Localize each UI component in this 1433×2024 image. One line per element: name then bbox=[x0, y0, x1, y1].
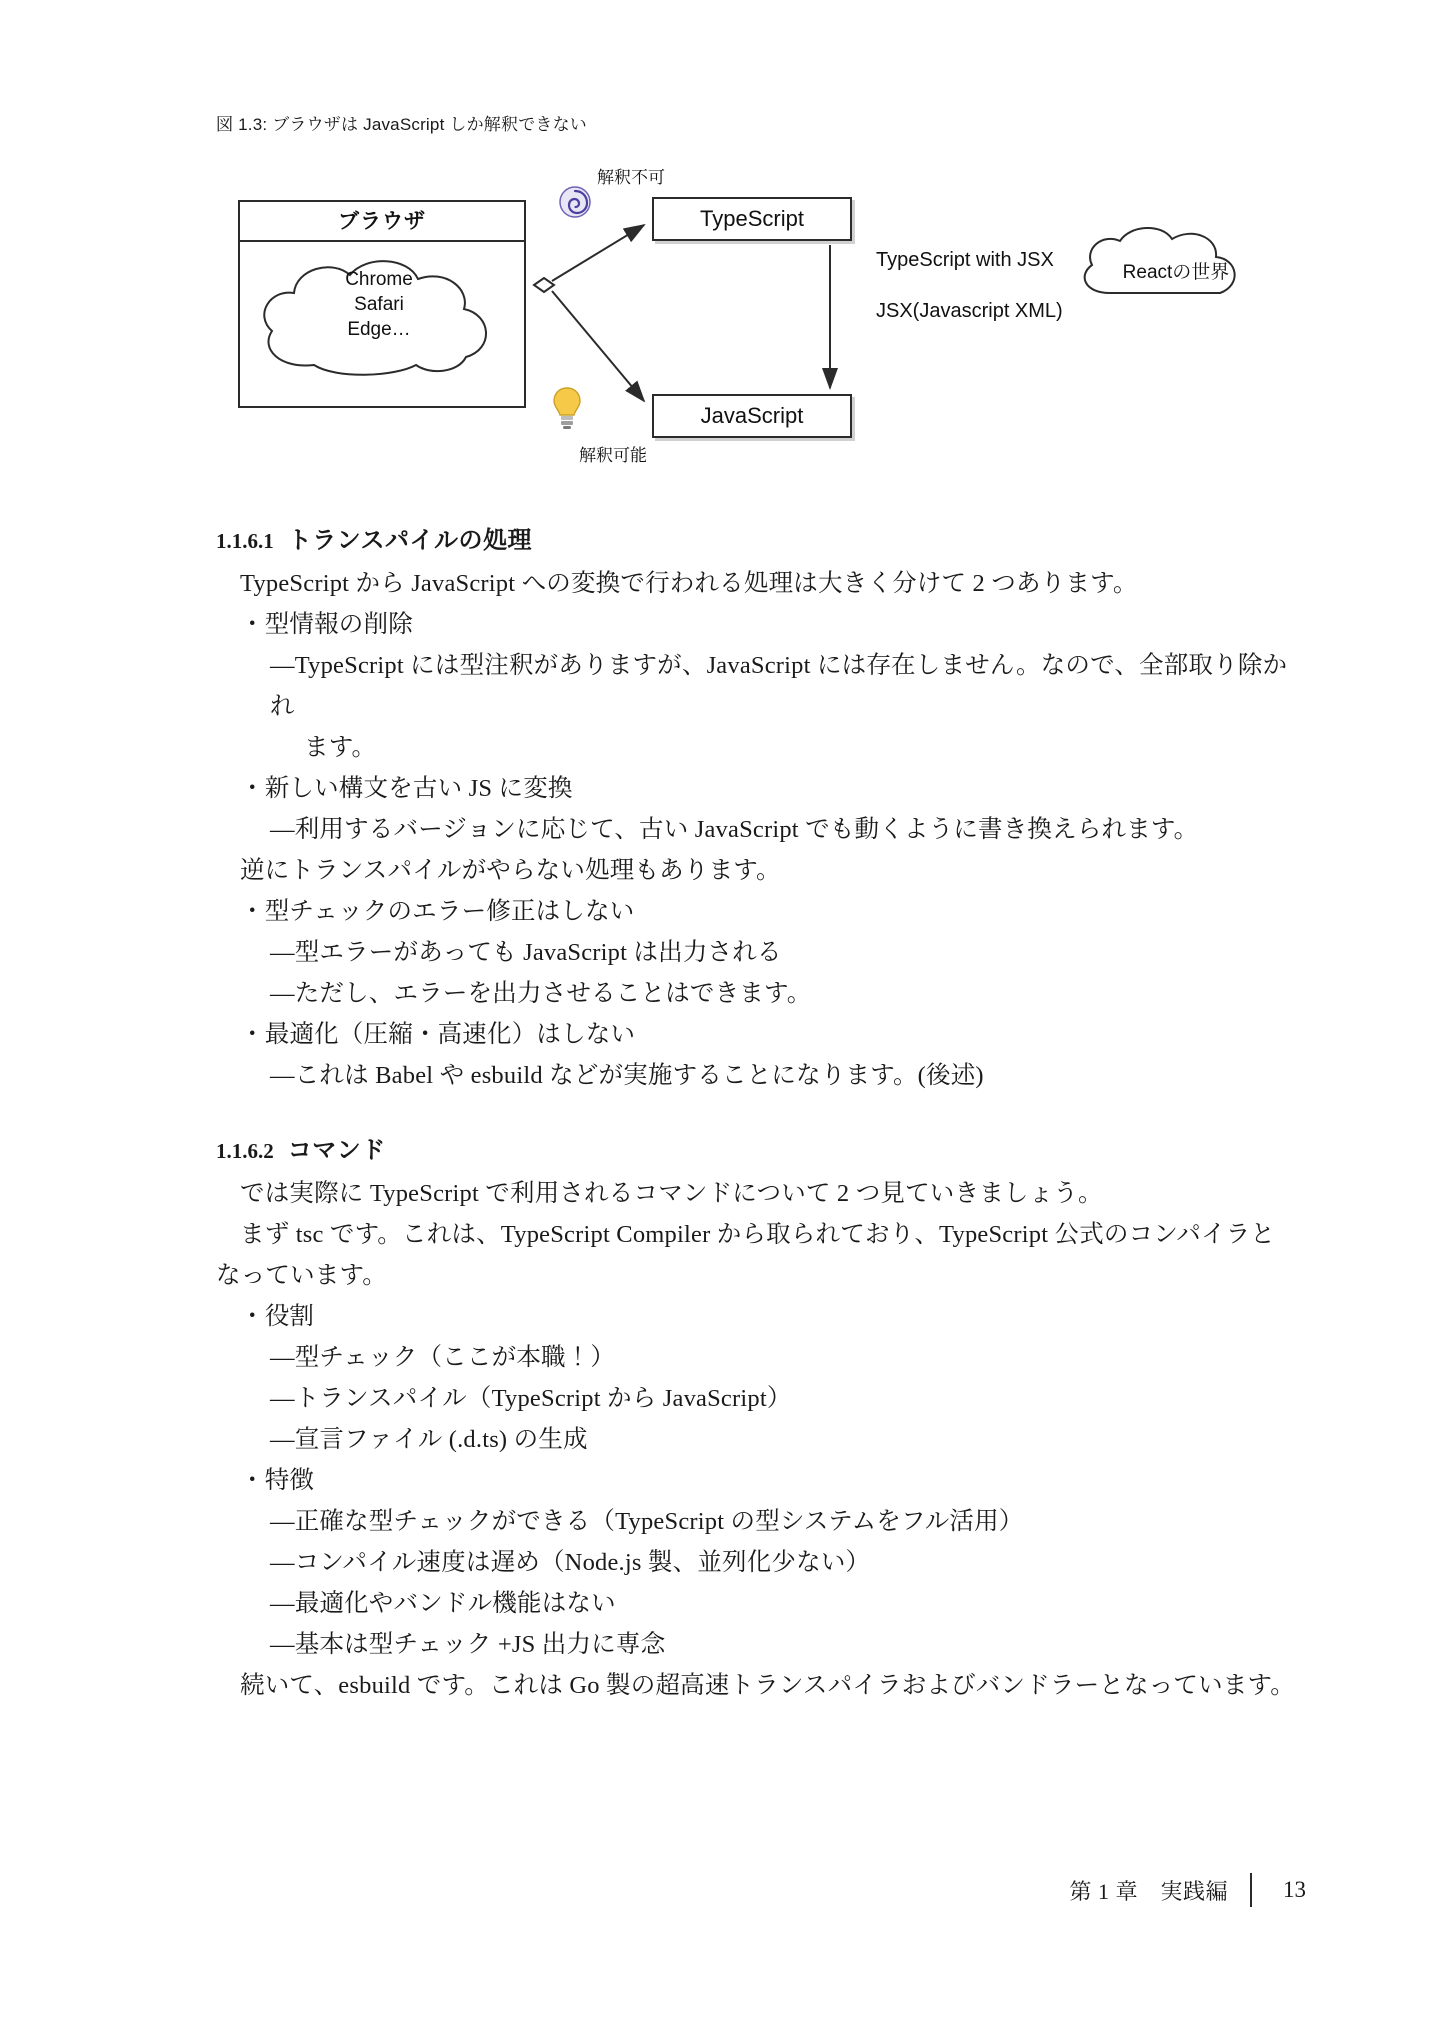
bullet-item: ・型チェックのエラー修正はしない bbox=[240, 898, 635, 925]
section-heading-1 bbox=[216, 520, 1306, 555]
figure-diagram bbox=[216, 145, 1306, 465]
section-number-2: 1.1.6.2 bbox=[216, 1139, 274, 1163]
browser-cloud-line-2: Safari bbox=[354, 294, 404, 315]
paragraph bbox=[216, 1214, 1306, 1255]
sub-item: —正確な型チェックができる（TypeScript の型システムをフル活用） bbox=[270, 1508, 1024, 1535]
node-javascript: JavaScript bbox=[652, 394, 852, 438]
section-number-1: 1.1.6.1 bbox=[216, 529, 274, 553]
paragraph: 続いて、esbuild です。これは Go 製の超高速トランスパイラおよびバンドラーとなっています。 bbox=[240, 1672, 1295, 1699]
browser-title: ブラウザ bbox=[238, 200, 526, 242]
lightbulb-icon bbox=[552, 385, 582, 431]
paragraph-text: まず tsc です。これは、TypeScript Compiler から取られており、TypeScript 公式のコンパイラと bbox=[240, 1221, 1276, 1248]
bullet-item: ・役割 bbox=[240, 1303, 315, 1330]
label-typescript-with-jsx: TypeScript with JSX bbox=[876, 249, 1054, 271]
browser-cloud-text bbox=[254, 267, 504, 342]
figure-caption: 図 1.3: ブラウザは JavaScript しか解釈できない bbox=[216, 115, 588, 134]
sub-item: —利用するバージョンに応じて、古い JavaScript でも動くように書き換えられます。 bbox=[270, 816, 1199, 843]
sub-item: —トランスパイル（TypeScript から JavaScript） bbox=[270, 1385, 792, 1412]
sub-item bbox=[216, 645, 1306, 768]
document-body bbox=[216, 520, 1306, 1706]
browser-cloud-line-1: Chrome bbox=[345, 269, 413, 290]
bullet-item: ・最適化（圧縮・高速化）はしない bbox=[240, 1021, 636, 1048]
sub-item: —宣言ファイル (.d.ts) の生成 bbox=[270, 1426, 588, 1453]
page-number: 13 bbox=[1283, 1877, 1306, 1902]
bullet-item: ・新しい構文を古い JS に変換 bbox=[240, 775, 573, 802]
sub-item: —ただし、エラーを出力させることはできます。 bbox=[270, 980, 812, 1007]
label-not-interpretable: 解釈不可 bbox=[597, 168, 665, 187]
sub-item: —最適化やバンドル機能はない bbox=[270, 1590, 616, 1617]
spiral-icon bbox=[558, 185, 592, 219]
section-title-2: コマンド bbox=[287, 1138, 386, 1164]
page-footer bbox=[216, 1870, 1306, 1910]
section-heading-2 bbox=[216, 1130, 1306, 1165]
browser-cloud-line-3: Edge… bbox=[347, 319, 411, 340]
paragraph: では実際に TypeScript で利用されるコマンドについて 2 つ見ていきましょう。 bbox=[240, 1180, 1103, 1207]
sub-item-text: —TypeScript には型注釈がありますが、JavaScript には存在しません。なので、全部取り除かれ bbox=[270, 652, 1288, 720]
paragraph-continuation: なっています。 bbox=[216, 1262, 387, 1289]
react-world-label: Reactの世界 bbox=[1122, 262, 1230, 283]
label-jsx-javascript-xml: JSX(Javascript XML) bbox=[876, 300, 1063, 322]
label-interpretable: 解釈可能 bbox=[579, 446, 647, 465]
bullet-item: ・型情報の削除 bbox=[240, 611, 413, 638]
footer-divider bbox=[1250, 1873, 1252, 1907]
sub-item-continuation: ます。 bbox=[304, 734, 377, 761]
sub-item: —これは Babel や esbuild などが実施することになります。(後述) bbox=[270, 1062, 984, 1089]
bullet-item: ・特徴 bbox=[240, 1467, 315, 1494]
sub-item: —型エラーがあっても JavaScript は出力される bbox=[270, 939, 782, 966]
sub-item: —コンパイル速度は遅め（Node.js 製、並列化少ない） bbox=[270, 1549, 871, 1576]
section-title-1: トランスパイルの処理 bbox=[287, 528, 533, 554]
sub-item: —型チェック（ここが本職！） bbox=[270, 1344, 616, 1371]
sub-item: —基本は型チェック +JS 出力に専念 bbox=[270, 1631, 666, 1658]
paragraph: 逆にトランスパイルがやらない処理もあります。 bbox=[240, 857, 781, 884]
paragraph: TypeScript から JavaScript への変換で行われる処理は大きく分けて 2 つあります。 bbox=[240, 570, 1138, 597]
node-typescript: TypeScript bbox=[652, 197, 852, 241]
footer-chapter-label: 第 1 章 実践編 bbox=[1069, 1878, 1228, 1904]
